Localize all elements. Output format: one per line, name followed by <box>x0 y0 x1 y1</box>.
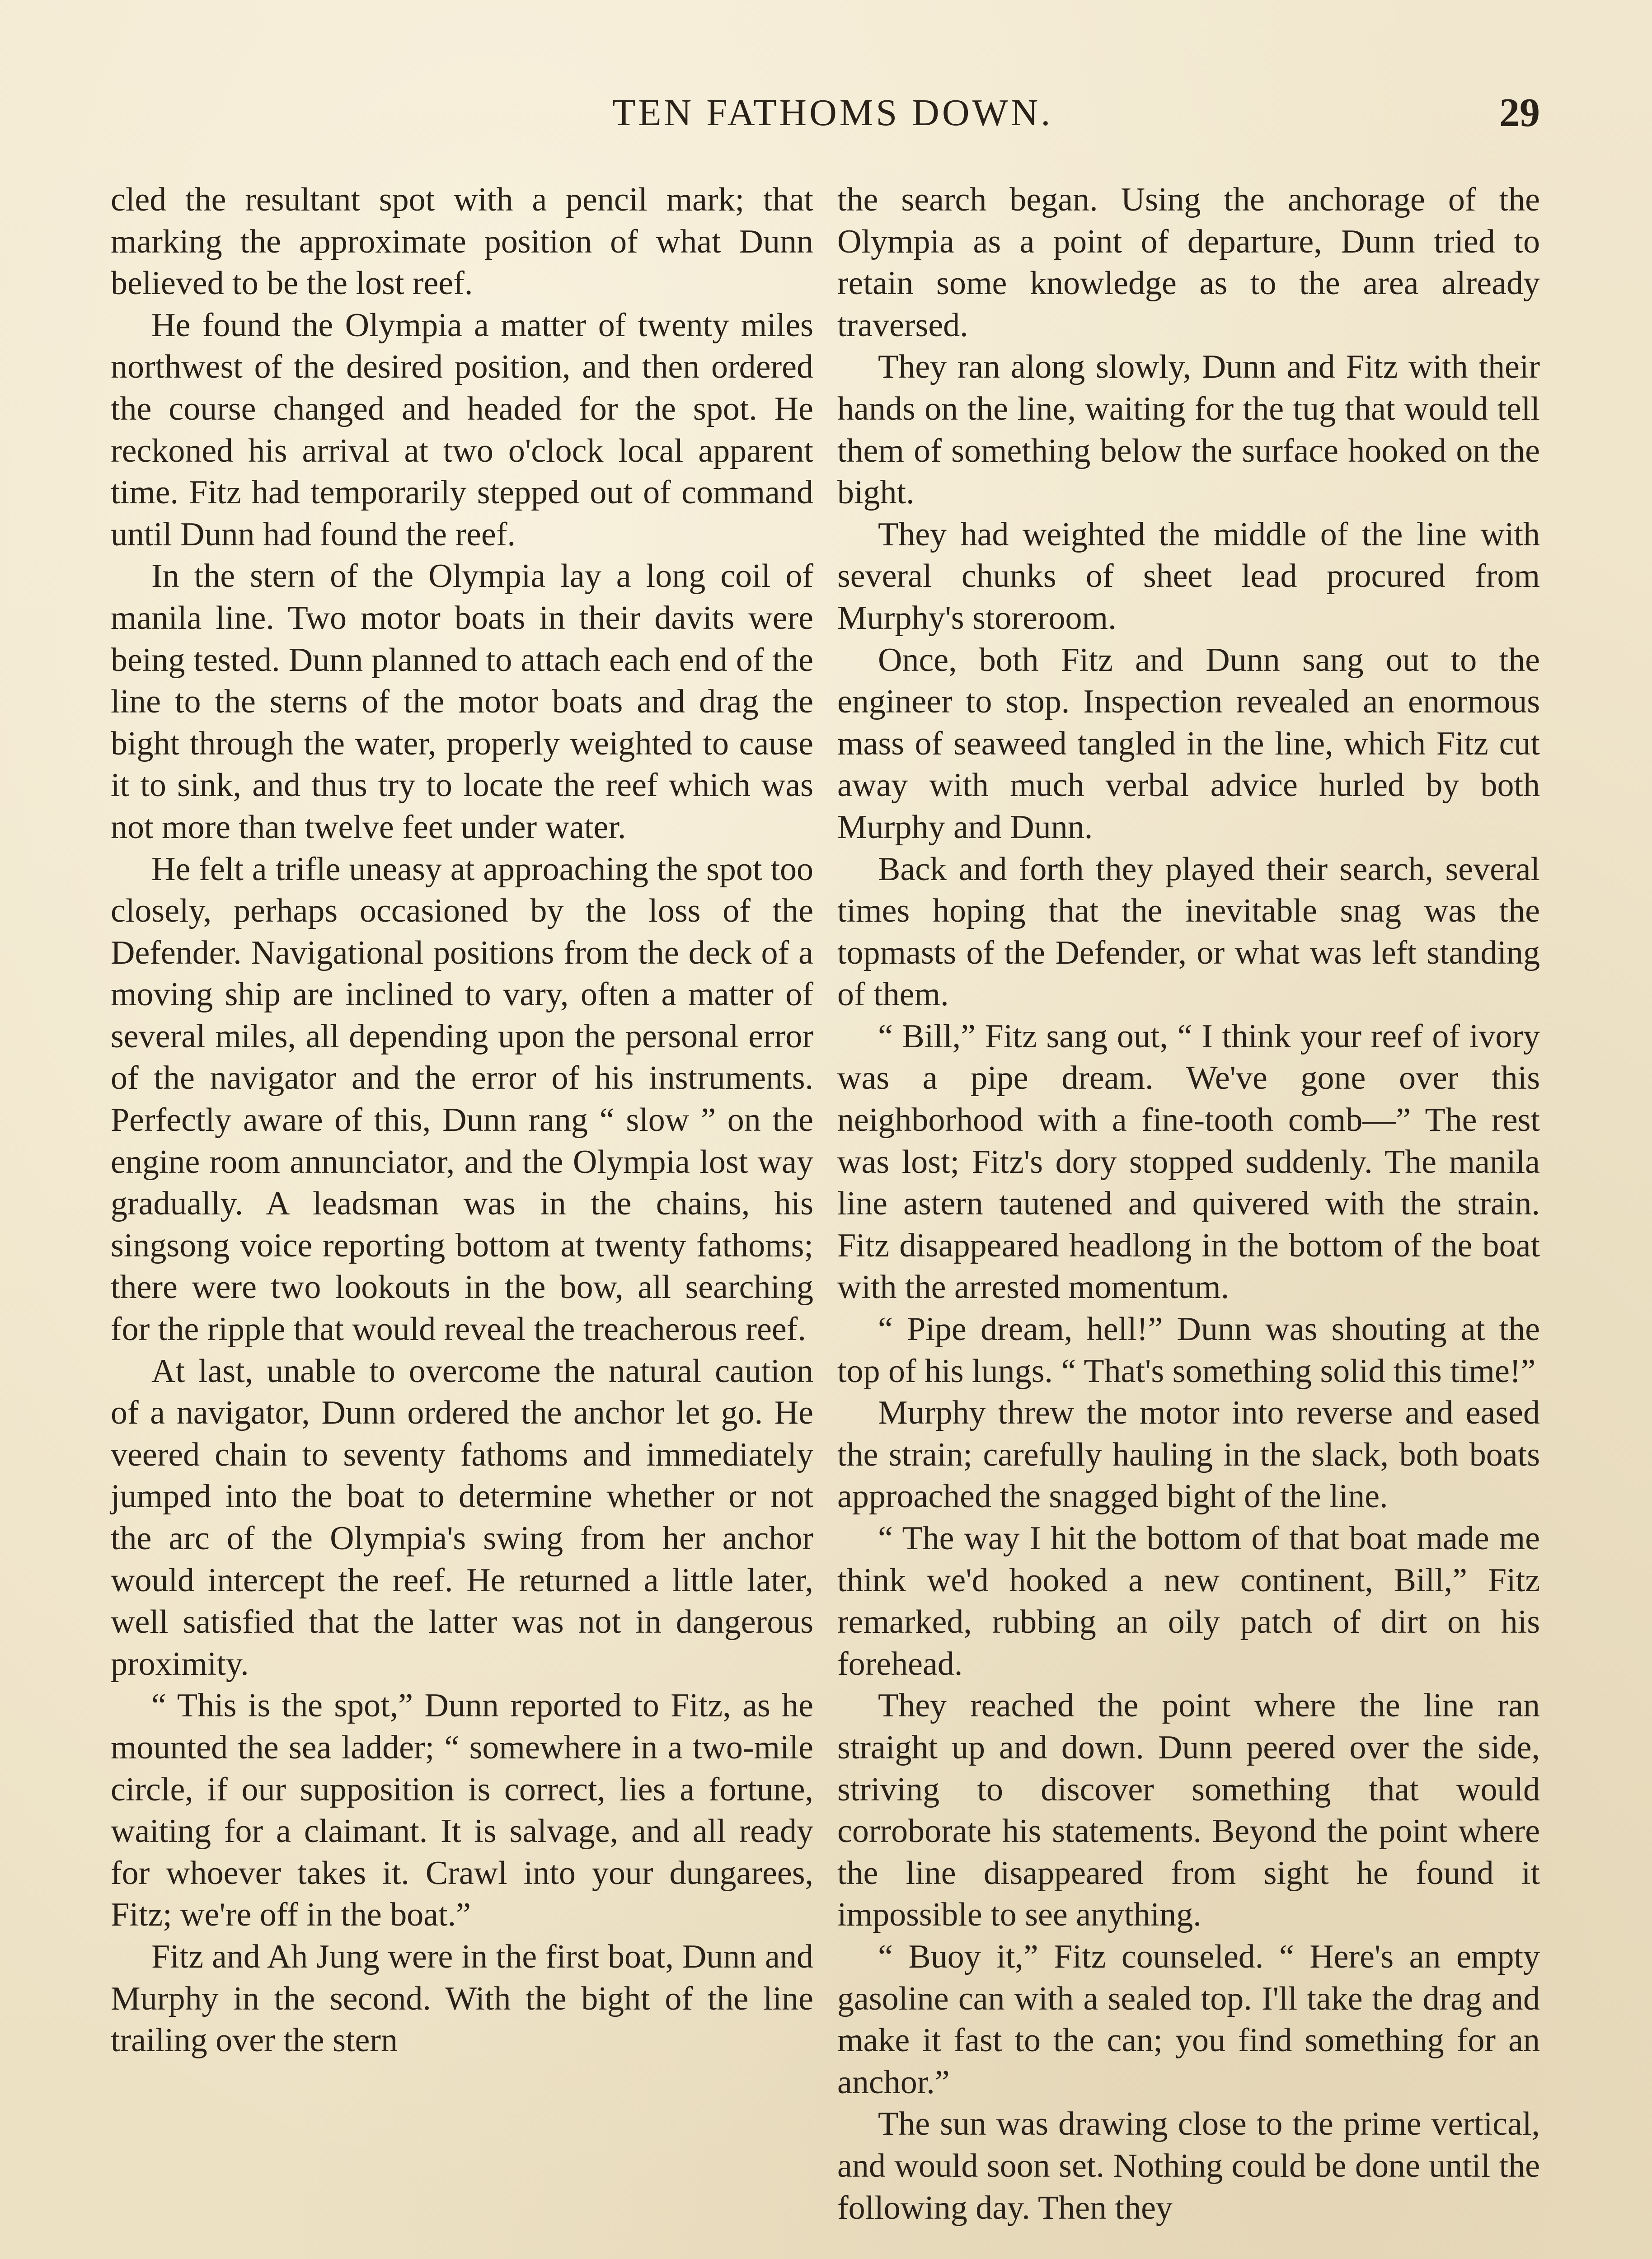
paragraph: “ Pipe dream, hell!” Dunn was shouting at the top of his lungs. “ That's something solid this time!” <box>837 1311 1540 1390</box>
paragraph: At last, unable to overcome the natural caution of a navigator, Dunn ordered the anchor let go. He veered chain to seventy fathoms and immediately jumped into the boat to determine whether or not the arc of the Olympia's swing from her anchor would intercept the reef. He returned a little later, well satisfied that the latter was not in dangerous proximity. <box>111 1352 813 1683</box>
right-column <box>837 179 1540 2229</box>
paragraph: Fitz and Ah Jung were in the first boat, Dunn and Murphy in the second. With the bight of the line trailing over the stern <box>111 1938 813 2059</box>
paragraph: the search began. Using the anchorage of the Olympia as a point of departure, Dunn tried to retain some knowledge as to the area already traversed. <box>837 181 1540 344</box>
paragraph: He found the Olympia a matter of twenty miles northwest of the desired position, and then ordered the course changed and headed for the spot. He reckoned his arrival at two o'clock local apparent time. Fitz had temporarily stepped out of command until Dunn had found the reef. <box>111 306 813 553</box>
paragraph: “ Buoy it,” Fitz counseled. “ Here's an empty gasoline can with a sealed top. I'll take the drag and make it fast to the can; you find something for an anchor.” <box>837 1938 1540 2101</box>
paragraph: The sun was drawing close to the prime vertical, and would soon set. Nothing could be done until the following day. Then they <box>837 2105 1540 2226</box>
running-head: TEN FATHOMS DOWN. <box>612 92 1053 134</box>
paragraph: They ran along slowly, Dunn and Fitz with their hands on the line, waiting for the tug that would tell them of something below the surface hooked on the bight. <box>837 348 1540 511</box>
paragraph: “ This is the spot,” Dunn reported to Fitz, as he mounted the sea ladder; “ somewhere in a two-mile circle, if our supposition is correct, lies a fortune, waiting for a claimant. It is salvage, and all ready for whoever takes it. Crawl into your dungarees, Fitz; we're off in the boat.” <box>111 1687 813 1934</box>
paragraph: They reached the point where the line ran straight up and down. Dunn peered over the side, striving to discover something that would corroborate his statements. Beyond the point where the line disappeared from sight he found it impossible to see anything. <box>837 1687 1540 1934</box>
left-column <box>111 179 813 2062</box>
paragraph: “ The way I hit the bottom of that boat made me think we'd hooked a new continent, Bill,” Fitz remarked, rubbing an oily patch of dirt on his forehead. <box>837 1520 1540 1683</box>
paragraph: “ Bill,” Fitz sang out, “ I think your reef of ivory was a pipe dream. We've gone over this neighborhood with a fine-tooth comb—” The rest was lost; Fitz's dory stopped suddenly. The manila line astern tautened and quivered with the strain. Fitz disappeared headlong in the bottom of the boat with the arrested momentum. <box>837 1017 1540 1306</box>
page-number: 29 <box>1499 90 1540 135</box>
paragraph: Once, both Fitz and Dunn sang out to the engineer to stop. Inspection revealed an enormous mass of seaweed tangled in the line, which Fitz cut away with much verbal advice hurled by both Murphy and Dunn. <box>837 641 1540 846</box>
paragraph: Back and forth they played their search, several times hoping that the inevitable snag was the topmasts of the Defender, or what was left standing of them. <box>837 850 1540 1013</box>
page-header <box>0 86 1652 149</box>
paragraph: cled the resultant spot with a pencil mark; that marking the approximate position of what Dunn believed to be the lost reef. <box>111 181 813 302</box>
paragraph: Murphy threw the motor into reverse and eased the strain; carefully hauling in the slack, both boats approached the snagged bight of the line. <box>837 1394 1540 1515</box>
paragraph: They had weighted the middle of the line with several chunks of sheet lead procured from Murphy's storeroom. <box>837 516 1540 637</box>
paragraph: In the stern of the Olympia lay a long coil of manila line. Two motor boats in their davits were being tested. Dunn planned to attach each end of the line to the sterns of the motor boats and drag the bight through the water, properly weighted to cause it to sink, and thus try to locate the reef which was not more than twelve feet under water. <box>111 558 813 846</box>
paragraph: He felt a trifle uneasy at approaching the spot too closely, perhaps occasioned by the loss of the Defender. Navigational positions from the deck of a moving ship are inclined to vary, often a matter of several miles, all depending upon the personal error of the navigator and the error of his instruments. Perfectly aware of this, Dunn rang “ slow ” on the engine room annunciator, and the Olympia lost way gradually. A leadsman was in the chains, his singsong voice reporting bottom at twenty fathoms; there were two lookouts in the bow, all searching for the ripple that would reveal the treacherous reef. <box>111 850 813 1348</box>
